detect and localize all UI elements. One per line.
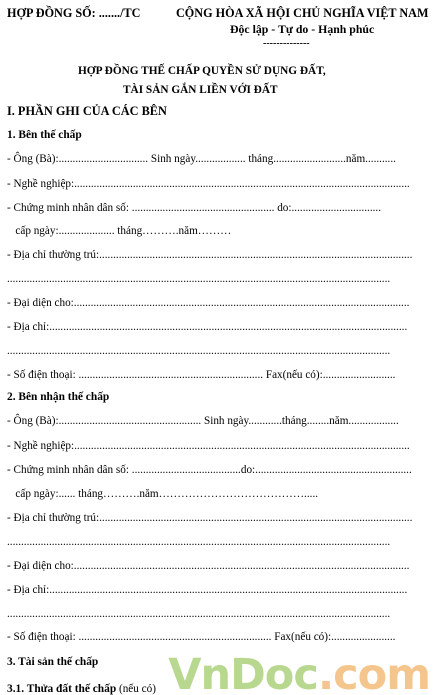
party2-name-field[interactable]: - Ông (Bà):................................................... Sinh ngày............tháng........năm.................. — [7, 415, 399, 427]
party1-occupation-field[interactable]: - Nghề nghiệp:........................................................................................................................ — [7, 178, 410, 190]
section-heading-parties: I. PHẦN GHI CỦA CÁC BÊN — [7, 104, 167, 118]
party1-id-number-field[interactable]: - Chứng minh nhân dân số: ................................................... do:................................ — [7, 202, 382, 214]
party2-represent-field[interactable]: - Đại diện cho:........................................................................................................................ — [7, 560, 410, 572]
country-name: CỘNG HÒA XÃ HỘI CHỦ NGHĨA VIỆT NAM — [176, 6, 429, 20]
party1-permanent-address-field[interactable]: - Địa chỉ thường trú:................................................................................................................ — [7, 249, 413, 261]
party1-name-field[interactable]: - Ông (Bà):................................ Sinh ngày.................. tháng..........................năm........... — [7, 153, 396, 165]
asset-heading: 3. Tài sản thế chấp — [7, 656, 99, 668]
vndoc-watermark-logo — [168, 650, 430, 695]
party2-permanent-address-field[interactable]: - Địa chỉ thường trú:................................................................................................................ — [7, 512, 413, 524]
party1-address-continued[interactable]: ......................................................................................................................................... — [7, 345, 391, 357]
party2-permanent-address-continued[interactable]: ......................................................................................................................................... — [7, 536, 391, 548]
watermark-vndoc: VnDoc — [168, 650, 318, 695]
land-plot-subheading — [7, 680, 156, 695]
party1-id-issue-date-field[interactable]: cấp ngày:.................... tháng……….năm……… — [7, 225, 232, 237]
party2-address-continued[interactable]: ......................................................................................................................................... — [7, 608, 391, 620]
party2-occupation-field[interactable]: - Nghề nghiệp:........................................................................................................................ — [7, 440, 410, 452]
header-rule: -------------- — [263, 38, 310, 49]
land-plot-subheading-text: 3.1. Thửa đất thế chấp — [7, 683, 117, 695]
party1-heading: 1. Bên thế chấp — [7, 129, 82, 141]
watermark-dotcom: .com — [317, 650, 430, 695]
party1-represent-field[interactable]: - Đại diện cho:........................................................................................................................ — [7, 297, 410, 309]
national-motto: Độc lập - Tự do - Hạnh phúc — [230, 22, 375, 36]
document-title-line-2: TÀI SẢN GẮN LIỀN VỚI ĐẤT — [123, 84, 278, 96]
party2-id-issue-date-field[interactable]: cấp ngày:...... tháng……….năm…………………………………..... — [7, 488, 319, 500]
party1-phone-fax-field[interactable]: - Số điện thoại: .................................................................. Fax(nếu có):.......................... — [7, 369, 396, 381]
contract-number: HỢP ĐỒNG SỐ: ......./TC — [7, 6, 141, 20]
party2-phone-fax-field[interactable]: - Số điện thoại: ..................................................................... Fax(nếu có):....................... — [7, 631, 396, 643]
party2-id-number-field[interactable]: - Chứng minh nhân dân số: .......................................do:........................................................ — [7, 464, 412, 476]
land-plot-subheading-note: (nếu có) — [116, 683, 156, 695]
party2-heading: 2. Bên nhận thế chấp — [7, 391, 110, 403]
document-title-line-1: HỢP ĐỒNG THẾ CHẤP QUYỀN SỬ DỤNG ĐẤT, — [78, 65, 326, 77]
party1-permanent-address-continued[interactable]: ......................................................................................................................................... — [7, 273, 391, 285]
party1-address-field[interactable]: - Địa chỉ:................................................................................................................................ — [7, 321, 408, 333]
party2-address-field[interactable]: - Địa chỉ:................................................................................................................................ — [7, 584, 408, 596]
